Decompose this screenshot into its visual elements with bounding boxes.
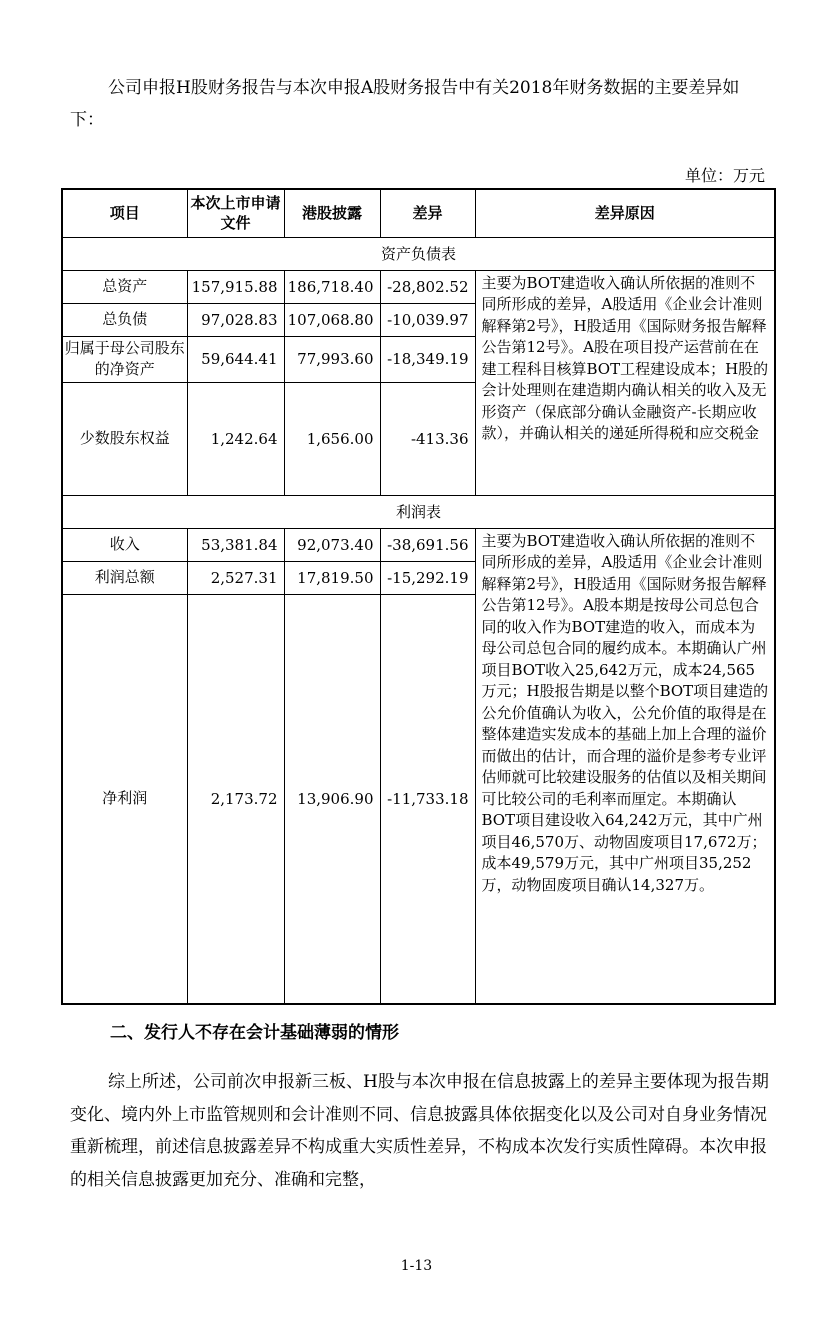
row-diff-value: -10,039.97 xyxy=(380,303,475,336)
financial-difference-table xyxy=(61,188,776,1005)
page-number: 1-13 xyxy=(400,1258,433,1274)
header-reason: 差异原因 xyxy=(475,189,775,237)
row-a-value: 97,028.83 xyxy=(187,303,284,336)
row-diff-value: -413.36 xyxy=(380,382,475,495)
section-income-statement: 利润表 xyxy=(62,495,775,528)
unit-label: 单位：万元 xyxy=(684,166,765,185)
table-row xyxy=(62,528,775,561)
row-item: 总资产 xyxy=(62,270,187,303)
header-a-share: 本次上市申请文件 xyxy=(187,189,284,237)
row-h-value: 77,993.60 xyxy=(284,336,380,382)
table-row xyxy=(62,270,775,303)
row-item: 收入 xyxy=(62,528,187,561)
row-item: 总负债 xyxy=(62,303,187,336)
row-h-value: 186,718.40 xyxy=(284,270,380,303)
row-h-value: 17,819.50 xyxy=(284,561,380,594)
row-a-value: 2,527.31 xyxy=(187,561,284,594)
row-item: 归属于母公司股东的净资产 xyxy=(62,336,187,382)
row-a-value: 1,242.64 xyxy=(187,382,284,495)
header-h-share: 港股披露 xyxy=(284,189,380,237)
row-item: 利润总额 xyxy=(62,561,187,594)
table-header-row xyxy=(62,189,775,237)
section-balance-sheet: 资产负债表 xyxy=(62,237,775,270)
intro-paragraph: 公司申报H股财务报告与本次申报A股财务报告中有关2018年财务数据的主要差异如下： xyxy=(70,78,740,130)
balance-reason: 主要为BOT建造收入确认所依据的准则不同所形成的差异，A股适用《企业会计准则解释第2号》，H股适用《国际财务报告解释公告第12号》。A股在项目投产运营前在在建工程科目核算BOT工程建设成本；H股的会计处理则在建造期内确认相关的收入及无形资产（保底部分确认金融资产-长期应收款），并确认相关的递延所得税和应交税金 xyxy=(475,270,775,495)
header-diff: 差异 xyxy=(380,189,475,237)
row-a-value: 157,915.88 xyxy=(187,270,284,303)
row-item: 净利润 xyxy=(62,594,187,1004)
row-diff-value: -18,349.19 xyxy=(380,336,475,382)
row-h-value: 13,906.90 xyxy=(284,594,380,1004)
income-reason: 主要为BOT建造收入确认所依据的准则不同所形成的差异，A股适用《企业会计准则解释第2号》，H股适用《国际财务报告解释公告第12号》。A股本期是按母公司总包合同的收入作为BOT建造的收入，而成本为母公司总包合同的履约成本。本期确认广州项目BOT收入25,642万元，成本24,565万元；H股报告期是以整个BOT项目建造的公允价值确认为收入，公允价值的取得是在整体建造实发成本的基础上加上合理的溢价而做出的估计，而合理的溢价是参考专业评估师就可比较建设服务的估值以及相关期间可比较公司的毛利率而厘定。本期确认BOT项目建设收入64,242万元，其中广州项目46,570万、动物固废项目17,672万；成本49,579万元，其中广州项目35,252万，动物固废项目确认14,327万。 xyxy=(475,528,775,1004)
section-heading: 二、发行人不存在会计基础薄弱的情形 xyxy=(110,1023,399,1043)
row-h-value: 92,073.40 xyxy=(284,528,380,561)
row-item: 少数股东权益 xyxy=(62,382,187,495)
row-diff-value: -28,802.52 xyxy=(380,270,475,303)
row-a-value: 2,173.72 xyxy=(187,594,284,1004)
row-diff-value: -15,292.19 xyxy=(380,561,475,594)
summary-paragraph: 综上所述，公司前次申报新三板、H股与本次申报在信息披露上的差异主要体现为报告期变化、境内外上市监管规则和会计准则不同、信息披露具体依据变化以及公司对自身业务情况重新梳理，前述信息披露差异不构成重大实质性差异，不构成本次发行实质性障碍。本次申报的相关信息披露更加充分、准确和完整， xyxy=(70,1072,769,1190)
header-item: 项目 xyxy=(62,189,187,237)
row-diff-value: -38,691.56 xyxy=(380,528,475,561)
row-h-value: 1,656.00 xyxy=(284,382,380,495)
row-diff-value: -11,733.18 xyxy=(380,594,475,1004)
row-a-value: 59,644.41 xyxy=(187,336,284,382)
row-h-value: 107,068.80 xyxy=(284,303,380,336)
row-a-value: 53,381.84 xyxy=(187,528,284,561)
